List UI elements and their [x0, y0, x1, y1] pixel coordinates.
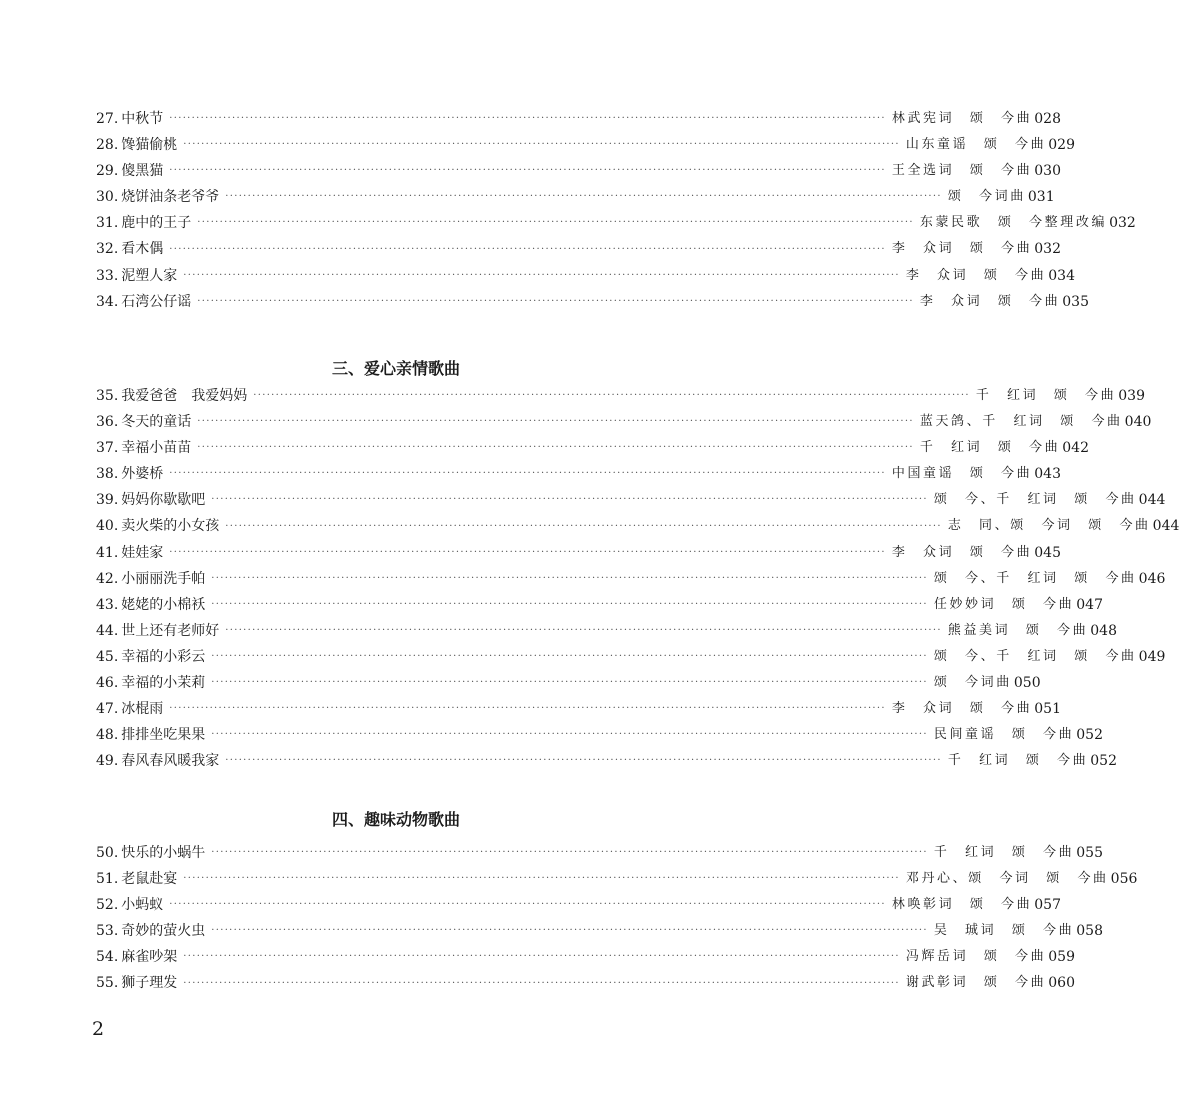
- section-heading-family-songs: 三、爱心亲情歌曲: [331, 359, 460, 378]
- entry-title: 奇妙的萤火虫: [121, 923, 206, 940]
- entry-page-number: 047: [1076, 596, 1103, 613]
- entry-credit: 任妙妙词 颂 今曲: [933, 596, 1075, 612]
- entry-number: 37.: [96, 440, 119, 457]
- entry-number: 41.: [96, 544, 119, 561]
- dot-leader: ································································································································································: [225, 624, 942, 636]
- entry-page-number: 031: [1027, 189, 1055, 206]
- entry-title: 外婆桥: [121, 466, 164, 483]
- entry-number: 54.: [96, 949, 119, 966]
- dot-leader: ································································································································································: [225, 520, 942, 532]
- entry-credit: 林武宪词 颂 今曲: [891, 111, 1033, 126]
- entry-title: 馋猫偷桃: [121, 137, 178, 154]
- entry-credit: 东蒙民歌 颂 今整理改编: [919, 215, 1108, 231]
- toc-entry: [96, 592, 1103, 618]
- entry-page-number: 052: [1076, 727, 1103, 744]
- toc-section-family-songs: [96, 383, 1179, 774]
- entry-number: 33.: [96, 267, 119, 284]
- dot-leader: ································································································································································: [211, 572, 928, 584]
- entry-title: 中秋节: [121, 111, 164, 127]
- dot-leader: ································································································································································: [211, 729, 928, 741]
- dot-leader: ································································································································································: [211, 847, 928, 859]
- toc-entry: [96, 461, 1061, 487]
- dot-leader: ································································································································································: [169, 546, 886, 558]
- dot-leader: ································································································································································: [183, 977, 900, 989]
- toc-entry: [96, 263, 1075, 289]
- toc-entry: [96, 184, 1055, 210]
- entry-page-number: 044: [1138, 492, 1166, 509]
- entry-page-number: 057: [1034, 897, 1061, 914]
- entry-page-number: 046: [1138, 570, 1166, 587]
- entry-credit: 千 红词 颂 今曲: [933, 845, 1075, 860]
- entry-credit: 李 众词 颂 今曲: [905, 267, 1047, 283]
- entry-page-number: 043: [1034, 466, 1061, 483]
- toc-entry: [96, 513, 1179, 539]
- entry-page-number: 056: [1110, 871, 1138, 888]
- toc-entry: [96, 866, 1138, 892]
- entry-number: 53.: [96, 923, 119, 940]
- entry-number: 44.: [96, 622, 119, 639]
- entry-title: 卖火柴的小女孩: [121, 518, 220, 535]
- toc-entry: [96, 944, 1075, 970]
- entry-page-number: 050: [1013, 675, 1041, 692]
- toc-entry: [96, 158, 1061, 184]
- toc-entry: [96, 435, 1089, 461]
- entry-number: 42.: [96, 570, 119, 587]
- entry-credit: 冯辉岳词 颂 今曲: [905, 949, 1047, 965]
- entry-page-number: 048: [1090, 622, 1117, 639]
- page-number: 2: [92, 1018, 105, 1040]
- entry-page-number: 034: [1048, 267, 1075, 284]
- entry-credit: 千 红词 颂 今曲: [975, 388, 1117, 403]
- entry-credit: 民间童谣 颂 今曲: [933, 727, 1075, 743]
- entry-credit: 山东童谣 颂 今曲: [905, 137, 1047, 153]
- entry-credit: 李 众词 颂 今曲: [919, 293, 1061, 309]
- dot-leader: ································································································································································: [169, 243, 886, 255]
- entry-credit: 颂 今、千 红词 颂 今曲: [933, 648, 1137, 664]
- dot-leader: ································································································································································: [183, 873, 900, 885]
- dot-leader: ································································································································································: [183, 951, 900, 963]
- entry-title: 幸福的小彩云: [121, 648, 206, 665]
- entry-credit: 颂 今词曲: [947, 189, 1026, 205]
- entry-number: 32.: [96, 241, 119, 258]
- entry-credit: 颂 今词曲: [933, 675, 1012, 691]
- entry-number: 46.: [96, 675, 119, 692]
- toc-entry: [96, 892, 1061, 918]
- entry-number: 34.: [96, 293, 119, 310]
- entry-title: 小丽丽洗手帕: [121, 570, 206, 587]
- entry-page-number: 059: [1048, 949, 1075, 966]
- entry-title: 石湾公仔谣: [121, 293, 192, 310]
- entry-credit: 林唤彰词 颂 今曲: [891, 897, 1033, 913]
- dot-leader: ································································································································································: [211, 925, 928, 937]
- dot-leader: ································································································································································: [225, 755, 942, 767]
- entry-title: 傻黑猫: [121, 163, 164, 180]
- entry-title: 鹿中的王子: [121, 215, 192, 232]
- entry-number: 51.: [96, 871, 119, 888]
- entry-credit: 李 众词 颂 今曲: [891, 544, 1033, 560]
- toc-entry: [96, 644, 1166, 670]
- entry-number: 28.: [96, 137, 119, 154]
- entry-number: 35.: [96, 388, 119, 404]
- entry-title: 排排坐吃果果: [121, 727, 206, 744]
- toc-entry: [96, 566, 1166, 592]
- dot-leader: ································································································································································: [197, 416, 914, 428]
- entry-number: 39.: [96, 492, 119, 509]
- dot-leader: ································································································································································: [169, 703, 886, 715]
- entry-credit: 颂 今、千 红词 颂 今曲: [933, 492, 1137, 508]
- entry-number: 38.: [96, 466, 119, 483]
- entry-number: 47.: [96, 701, 119, 718]
- toc-entry: [96, 487, 1166, 513]
- entry-title: 狮子理发: [121, 975, 178, 992]
- entry-page-number: 032: [1034, 241, 1061, 258]
- entry-number: 52.: [96, 897, 119, 914]
- dot-leader: ································································································································································: [253, 390, 970, 402]
- entry-credit: 中国童谣 颂 今曲: [891, 466, 1033, 482]
- toc-entry: [96, 970, 1075, 996]
- entry-credit: 千 红词 颂 今曲: [919, 440, 1061, 456]
- entry-number: 48.: [96, 727, 119, 744]
- entry-title: 春风春风暖我家: [121, 753, 220, 770]
- entry-credit: 熊益美词 颂 今曲: [947, 622, 1089, 638]
- toc-entry: [96, 210, 1136, 236]
- entry-number: 29.: [96, 163, 119, 180]
- entry-title: 娃娃家: [121, 544, 164, 561]
- dot-leader: ································································································································································: [169, 113, 886, 125]
- entry-page-number: 055: [1076, 845, 1103, 861]
- toc-section-animal-songs: [96, 840, 1138, 997]
- entry-page-number: 029: [1048, 137, 1075, 154]
- toc-entry: [96, 918, 1103, 944]
- toc-entry: [96, 722, 1103, 748]
- entry-page-number: 030: [1034, 163, 1061, 180]
- entry-page-number: 049: [1138, 648, 1166, 665]
- toc-entry: [96, 409, 1152, 435]
- entry-page-number: 039: [1118, 388, 1145, 404]
- entry-number: 27.: [96, 111, 119, 127]
- entry-title: 冰棍雨: [121, 701, 164, 718]
- entry-number: 55.: [96, 975, 119, 992]
- entry-number: 30.: [96, 189, 119, 206]
- entry-credit: 邓丹心、颂 今词 颂 今曲: [905, 871, 1109, 887]
- entry-number: 31.: [96, 215, 119, 232]
- toc-entry: [96, 383, 1145, 409]
- dot-leader: ································································································································································: [169, 899, 886, 911]
- entry-credit: 吴 珹词 颂 今曲: [933, 923, 1075, 939]
- dot-leader: ································································································································································: [225, 191, 942, 203]
- entry-credit: 李 众词 颂 今曲: [891, 701, 1033, 717]
- dot-leader: ································································································································································: [169, 468, 886, 480]
- entry-number: 49.: [96, 753, 119, 770]
- toc-entry: [96, 670, 1041, 696]
- toc-entry: [96, 289, 1089, 315]
- dot-leader: ································································································································································: [211, 598, 928, 610]
- entry-title: 我爱爸爸 我爱妈妈: [121, 388, 248, 404]
- entry-page-number: 058: [1076, 923, 1103, 940]
- entry-credit: 千 红词 颂 今曲: [947, 753, 1089, 769]
- toc-entry: [96, 696, 1061, 722]
- dot-leader: ································································································································································: [197, 442, 914, 454]
- entry-title: 烧饼油条老爷爷: [121, 189, 220, 206]
- entry-page-number: 042: [1062, 440, 1089, 457]
- dot-leader: ································································································································································: [183, 269, 900, 281]
- toc-entry: [96, 748, 1117, 774]
- entry-page-number: 052: [1090, 753, 1117, 770]
- entry-page-number: 051: [1034, 701, 1061, 718]
- dot-leader: ································································································································································: [197, 217, 914, 229]
- entry-number: 43.: [96, 596, 119, 613]
- toc-entry: [96, 618, 1117, 644]
- entry-number: 36.: [96, 414, 119, 431]
- entry-page-number: 044: [1152, 518, 1179, 535]
- entry-title: 泥塑人家: [121, 267, 178, 284]
- entry-title: 看木偶: [121, 241, 164, 258]
- entry-number: 40.: [96, 518, 119, 535]
- entry-page-number: 032: [1109, 215, 1136, 232]
- toc-entry: [96, 106, 1061, 132]
- entry-title: 麻雀吵架: [121, 949, 178, 966]
- dot-leader: ································································································································································: [211, 650, 928, 662]
- toc-entry: [96, 840, 1103, 866]
- section-heading-animal-songs: 四、趣味动物歌曲: [331, 810, 460, 829]
- toc-entry: [96, 236, 1061, 262]
- dot-leader: ································································································································································: [197, 295, 914, 307]
- entry-title: 老鼠赴宴: [121, 871, 178, 888]
- toc-entry: [96, 132, 1075, 158]
- toc-entry: [96, 540, 1061, 566]
- entry-page-number: 035: [1062, 293, 1089, 310]
- entry-page-number: 045: [1034, 544, 1061, 561]
- entry-page-number: 028: [1034, 111, 1061, 127]
- entry-credit: 蓝天鸽、千 红词 颂 今曲: [919, 414, 1123, 430]
- entry-credit: 颂 今、千 红词 颂 今曲: [933, 570, 1137, 586]
- dot-leader: ································································································································································: [169, 165, 886, 177]
- entry-credit: 谢武彰词 颂 今曲: [905, 975, 1047, 991]
- entry-title: 妈妈你歇歇吧: [121, 492, 206, 509]
- entry-title: 幸福小苗苗: [121, 440, 192, 457]
- entry-credit: 志 同、颂 今词 颂 今曲: [947, 518, 1151, 534]
- entry-page-number: 060: [1048, 975, 1075, 992]
- entry-title: 世上还有老师好: [121, 622, 220, 639]
- entry-credit: 李 众词 颂 今曲: [891, 241, 1033, 257]
- entry-title: 小蚂蚁: [121, 897, 164, 914]
- entry-title: 姥姥的小棉袄: [121, 596, 206, 613]
- dot-leader: ································································································································································: [211, 677, 928, 689]
- dot-leader: ································································································································································: [183, 139, 900, 151]
- toc-section-continued: [96, 106, 1136, 315]
- entry-title: 冬天的童话: [121, 414, 192, 431]
- entry-title: 快乐的小蜗牛: [121, 845, 206, 861]
- entry-number: 45.: [96, 648, 119, 665]
- entry-number: 50.: [96, 845, 119, 861]
- entry-credit: 王全选词 颂 今曲: [891, 163, 1033, 179]
- entry-title: 幸福的小茉莉: [121, 675, 206, 692]
- dot-leader: ································································································································································: [211, 494, 928, 506]
- entry-page-number: 040: [1124, 414, 1152, 431]
